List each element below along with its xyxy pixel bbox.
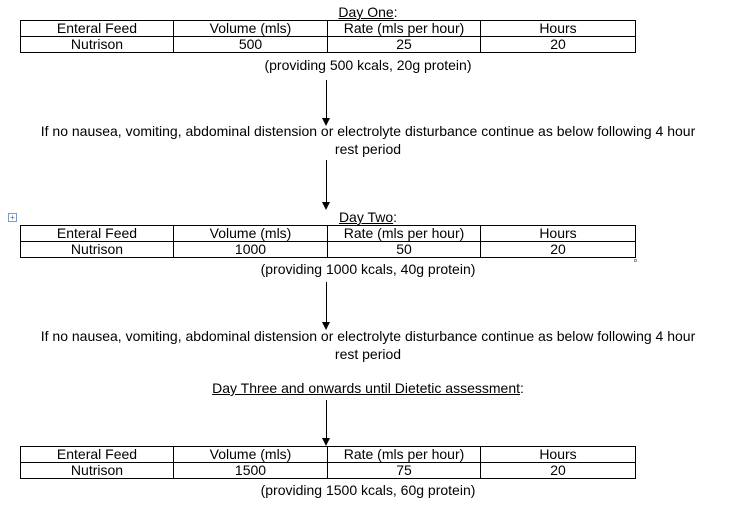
arrow-down-icon	[321, 160, 333, 210]
table-row	[21, 37, 636, 53]
condition-two	[0, 327, 736, 363]
cell-feed: Nutrison	[21, 242, 174, 258]
day-one-title	[0, 4, 736, 20]
day-three-title-text: Day Three and onwards until Dietetic assessment	[212, 380, 520, 396]
arrow-down-icon	[321, 80, 333, 126]
header-rate: Rate (mls per hour)	[328, 21, 481, 37]
condition-one-line1: If no nausea, vomiting, abdominal distension or electrolyte disturbance continue as below following 4 hour	[40, 123, 696, 139]
table-header-row	[21, 21, 636, 37]
day-three-title-suffix: :	[520, 380, 524, 396]
header-volume: Volume (mls)	[174, 226, 328, 242]
header-rate: Rate (mls per hour)	[328, 226, 481, 242]
cell-volume: 1000	[174, 242, 328, 258]
day-one-title-suffix: :	[393, 4, 398, 20]
table-header-row	[21, 226, 636, 242]
table-row	[21, 242, 636, 258]
day-three-title	[0, 380, 736, 396]
table-row	[21, 463, 636, 479]
header-enteral-feed: Enteral Feed	[21, 226, 174, 242]
cell-rate: 25	[328, 37, 481, 53]
arrow-down-icon	[321, 400, 333, 446]
cell-rate: 50	[328, 242, 481, 258]
header-enteral-feed: Enteral Feed	[21, 21, 174, 37]
day-two-title-text: Day Two	[338, 209, 394, 225]
cell-feed: Nutrison	[21, 463, 174, 479]
header-volume: Volume (mls)	[174, 447, 328, 463]
cell-volume: 500	[174, 37, 328, 53]
day-one-title-text: Day One	[338, 4, 394, 20]
cell-volume: 1500	[174, 463, 328, 479]
condition-two-line2: rest period	[334, 346, 402, 362]
header-hours: Hours	[481, 447, 636, 463]
condition-one-line2: rest period	[334, 141, 402, 157]
condition-one	[0, 122, 736, 158]
cell-rate: 75	[328, 463, 481, 479]
header-enteral-feed: Enteral Feed	[21, 447, 174, 463]
header-volume: Volume (mls)	[174, 21, 328, 37]
cell-hours: 20	[481, 242, 636, 258]
cell-hours: 20	[481, 463, 636, 479]
day-two-table	[20, 225, 636, 258]
day-one-note: (providing 500 kcals, 20g protein)	[264, 57, 472, 73]
header-hours: Hours	[481, 21, 636, 37]
day-two-title	[0, 209, 736, 225]
move-handle-icon[interactable]: +	[8, 213, 17, 222]
cell-feed: Nutrison	[21, 37, 174, 53]
day-two-title-suffix: :	[393, 209, 398, 225]
day-three-table	[20, 446, 636, 479]
table-header-row	[21, 447, 636, 463]
arrow-down-icon	[321, 282, 333, 330]
header-hours: Hours	[481, 226, 636, 242]
day-three-note: (providing 1500 kcals, 60g protein)	[260, 482, 476, 498]
header-rate: Rate (mls per hour)	[328, 447, 481, 463]
day-two-note: (providing 1000 kcals, 40g protein)	[260, 261, 476, 277]
day-one-table	[20, 20, 636, 53]
condition-two-line1: If no nausea, vomiting, abdominal distension or electrolyte disturbance continue as below following 4 hour	[40, 328, 696, 344]
cell-hours: 20	[481, 37, 636, 53]
